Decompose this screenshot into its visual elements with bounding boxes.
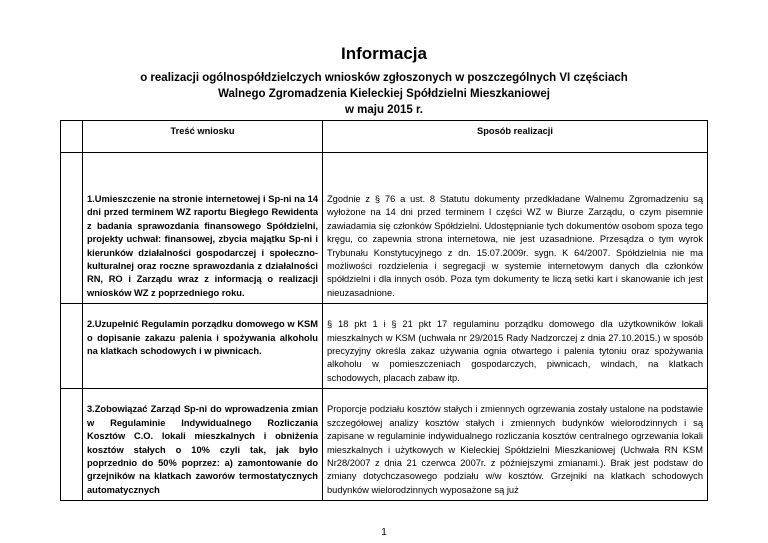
realization-cell: § 18 pkt 1 i § 21 pkt 17 regulaminu porządku domowego dla użytkowników lokali mieszkalnych w KSM (uchwała nr 29/2015 Rady Nadzorczej z dnia 27.10.2015.) w sposób precyzyjny określa zakaz używania ognia otwartego i palenia tytoniu oraz spożywania alkoholu w pomieszczeniach gospodarczych, piwnicach, windach, na klatkach schodowych, placach zabaw itp.: [323, 304, 708, 389]
request-cell: 2.Uzupełnić Regulamin porządku domowego w KSM o dopisanie zakazu palenia i spożywania alkoholu na klatkach schodowych i w piwnicach.: [83, 304, 323, 389]
request-cell: 3.Zobowiązać Zarząd Sp-ni do wprowadzenia zmian w Regulaminie Indywidualnego Rozliczania Kosztów C.O. lokali mieszkalnych i obniżenia kosztów stałych o 10% czyli tak, jak było poprzednio do 50% poprzez: a) zamontowanie do grzejników na klatkach zaworów termostatycznych automatycznych: [83, 389, 323, 501]
subtitle-line-2: Walnego Zgromadzenia Kieleckiej Spółdzielni Mieszkaniowej: [218, 88, 550, 100]
row-index-cell: [61, 304, 83, 389]
table-row: [61, 389, 708, 501]
document-title: Informacja: [341, 44, 427, 63]
row-index-cell: [61, 153, 83, 304]
header-blank-cell: [61, 121, 83, 153]
page-number: 1: [381, 527, 387, 538]
requests-table: [60, 120, 708, 501]
table-row: [61, 153, 708, 304]
realization-cell: Proporcje podziału kosztów stałych i zmiennych ogrzewania zostały ustalone na podstawie szczegółowej analizy kosztów stałych i zmiennych budynków wielorodzinnych i są zapisane w regulaminie indywidualnego rozliczania kosztów centralnego ogrzewania lokali mieszkalnych i użytkowych w Kieleckiej Spółdzielni Mieszkaniowej (Uchwała RN KSM Nr28/2007 z dnia 21 czerwca 2007r. z późniejszymi zmianami.). Brak jest podstaw do zmiany dotychczasowego podziału w/w kosztów. Grzejniki na klatkach schodowych budynków wielorodzinnych wyposażone są już: [323, 389, 708, 501]
row-index-cell: [61, 389, 83, 501]
header-request: Treść wniosku: [83, 121, 323, 153]
realization-cell: Zgodnie z § 76 a ust. 8 Statutu dokumenty przedkładane Walnemu Zgromadzeniu są wyłożone na 14 dni przed terminem I części WZ w Biurze Zarządu, o czym pisemnie zawiadamia się członków Spółdzielni. Udostępnianie tych dokumentów osobom spoza tego kręgu, co zapewnia strona internetowa, nie jest uzasadnione. Przesądza o tym wyrok Trybunału Konstytucyjnego z dn. 15.07.2009r. sygn. K 64/2007. Spółdzielnia nie ma możliwości rozdzielenia i segregacji w systemie internetowym danych dla członków spółdzielni i dla innych osób. Poza tym dokumenty te liczą setki kart i skanowanie ich jest nieuzasadnione.: [323, 153, 708, 304]
request-cell: 1.Umieszczenie na stronie internetowej i Sp-ni na 14 dni przed terminem WZ raportu Biegłego Rewidenta z badania sprawozdania finansowego Spółdzielni, projekty uchwał: finansowej, zbycia majątku Sp-ni i kierunków działalności gospodarczej i społeczno-kulturalnej oraz roczne sprawozdania z działalności RN, RO i Zarządu wraz z informacją o realizacji wniosków WZ z poprzedniego roku.: [83, 153, 323, 304]
document-subtitle: [60, 70, 708, 118]
table-header-row: [61, 121, 708, 153]
table-row: [61, 304, 708, 389]
subtitle-line-3: w maju 2015 r.: [345, 104, 423, 116]
subtitle-line-1: o realizacji ogólnospółdzielczych wniosków zgłoszonych w poszczególnych VI częściach: [140, 72, 628, 84]
header-realization: Sposób realizacji: [323, 121, 708, 153]
